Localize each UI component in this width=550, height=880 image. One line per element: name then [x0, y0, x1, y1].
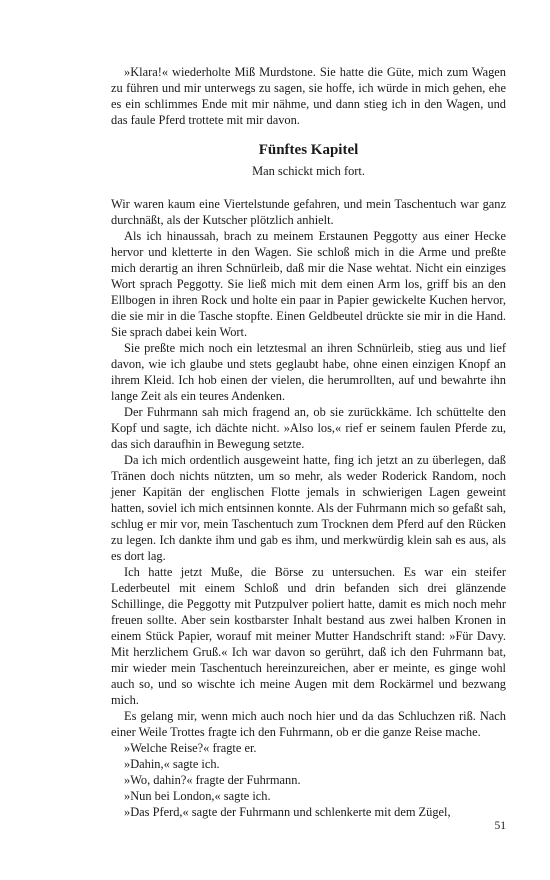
paragraph: Sie preßte mich noch ein letztesmal an ihren Schnürleib, stieg aus und lief davon, wie ich glaube und stets geglaubt habe, ohne einen einzigen Knopf an ihrem Kleid. Ich hob einen der vielen, die herumrollten, auf und bewahrte ihn lange Zeit als ein teures Andenken. [111, 341, 506, 403]
paragraph: »Welche Reise?« fragte er. [124, 741, 257, 755]
paragraph: Da ich mich ordentlich ausgeweint hatte, fing ich jetzt an zu überlegen, daß Tränen doch nichts nützten, um so mehr, als weder Roderick Random, noch jener Kapitän der englischen Flotte jemals in schwierigen Lagen geweint hatten, soviel ich mich entsinnen konnte. Als der Fuhrmann mich so gefaßt sah, schlug er mir vor, mein Taschentuch zum Trocknen dem Pferd auf den Rücken zu legen. Ich dankte ihm und gab es ihm, und merkwürdig klein sah es aus, als es dort lag. [111, 453, 506, 563]
paragraph: »Nun bei London,« sagte ich. [124, 789, 271, 803]
paragraph: Als ich hinaussah, brach zu meinem Erstaunen Peggotty aus einer Hecke hervor und kletterte in den Wagen. Sie schloß mich in die Arme und preßte mich derartig an ihren Schnürleib, daß mir die Nase wehtat. Nicht ein einziges Wort sprach Peggotty. Sie ließ mich mit dem einen Arm los, griff bis an den Ellbogen in ihren Rock und holte ein paar in Papier gewickelte Kuchen hervor, die sie mir in die Tasche stopfte. Einen Geldbeutel drückte sie mir in die Hand. Sie sprach dabei kein Wort. [111, 229, 506, 339]
page-number: 51 [494, 820, 506, 832]
opening-paragraph: »Klara!« wiederholte Miß Murdstone. Sie hatte die Güte, mich zum Wagen zu führen und mir unterwegs zu sagen, sie hoffe, ich würde in mich gehen, ehe es ein schlimmes Ende mit mir nähme, und dann stieg ich in den Wagen, und das faule Pferd trottete mit mir davon. [111, 65, 506, 127]
chapter-subtitle: Man schickt mich fort. [252, 164, 365, 178]
paragraph: Ich hatte jetzt Muße, die Börse zu untersuchen. Es war ein steifer Lederbeutel mit einem Schloß und drin befanden sich drei glänzende Schillinge, die Peggotty mit Putzpulver poliert hatte, damit es mich noch mehr freuen sollte. Aber sein kostbarster Inhalt bestand aus zwei halben Kronen in einem Stück Papier, worauf mit meiner Mutter Handschrift stand: »Für Davy. Mit herzlichem Gruß.« Ich war davon so gerührt, daß ich den Fuhrmann bat, mir wieder mein Taschentuch hereinzureichen, aber er meinte, es ginge wohl auch so, und so wischte ich meine Augen mit dem Rockärmel und bezwang mich. [111, 565, 506, 707]
paragraph: Es gelang mir, wenn mich auch noch hier und da das Schluchzen riß. Nach einer Weile Trottes fragte ich den Fuhrmann, ob er die ganze Reise mache. [111, 709, 506, 739]
chapter-title: Fünftes Kapitel [258, 142, 359, 158]
paragraph: »Das Pferd,« sagte der Fuhrmann und schlenkerte mit dem Zügel, [124, 805, 451, 819]
paragraph: Der Fuhrmann sah mich fragend an, ob sie zurückkäme. Ich schüttelte den Kopf und sagte, ich dächte nicht. »Also los,« rief er seinem faulen Pferde zu, das sich daraufhin in Bewegung setzte. [111, 405, 506, 451]
paragraph: Wir waren kaum eine Viertelstunde gefahren, und mein Taschentuch war ganz durchnäßt, als der Kutscher plötzlich anhielt. [111, 197, 506, 227]
paragraph: »Wo, dahin?« fragte der Fuhrmann. [124, 773, 301, 787]
paragraph: »Dahin,« sagte ich. [124, 757, 220, 771]
book-page [111, 64, 506, 820]
